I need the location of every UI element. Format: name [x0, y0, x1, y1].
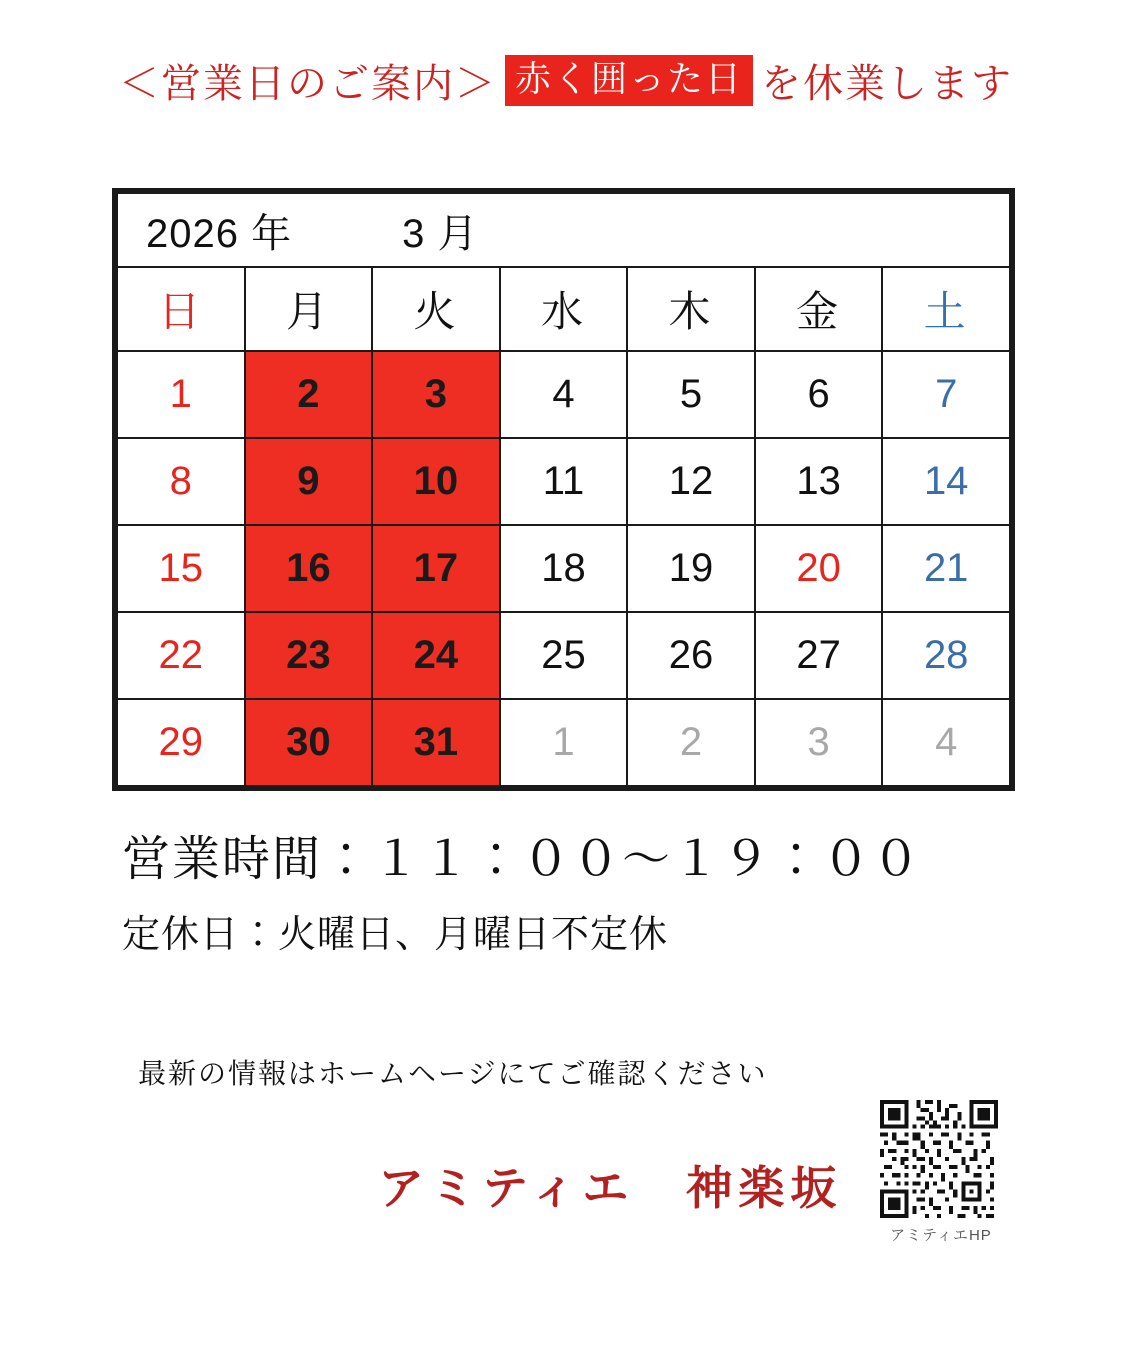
day-cell: 27: [755, 612, 883, 699]
header-banner: [0, 52, 1132, 109]
day-cell: 15: [117, 525, 245, 612]
day-cell: 14: [882, 438, 1010, 525]
day-cell: 30: [245, 699, 373, 786]
day-cell: 28: [882, 612, 1010, 699]
qr-code-icon[interactable]: [880, 1100, 998, 1218]
day-cell: 8: [117, 438, 245, 525]
day-cell: 3: [372, 351, 500, 438]
weekday-header-mon: 月: [245, 267, 373, 351]
day-cell: 24: [372, 612, 500, 699]
shop-name: アミティエ 神楽坂: [378, 1162, 843, 1214]
day-cell: 23: [245, 612, 373, 699]
weekday-header-sat: 土: [882, 267, 1010, 351]
day-cell: 1: [500, 699, 628, 786]
qr-code-block[interactable]: [880, 1100, 1002, 1245]
business-hours-text: 営業時間：１１：００～１９：００: [122, 833, 923, 886]
day-cell: 18: [500, 525, 628, 612]
day-cell: 12: [627, 438, 755, 525]
header-tail-text: を休業します: [761, 62, 1013, 106]
qr-code-caption: アミティエHP: [890, 1227, 992, 1244]
day-cell: 2: [627, 699, 755, 786]
regular-holiday-text: 定休日：火曜日、月曜日不定休: [122, 914, 669, 956]
day-cell: 13: [755, 438, 883, 525]
calendar-table: [116, 192, 1011, 787]
day-cell: 1: [117, 351, 245, 438]
day-cell: 2: [245, 351, 373, 438]
day-cell: 5: [627, 351, 755, 438]
calendar-week-row: [117, 438, 1010, 525]
day-cell: 3: [755, 699, 883, 786]
day-cell: 4: [500, 351, 628, 438]
calendar: [112, 188, 1015, 791]
weekday-header-wed: 水: [500, 267, 628, 351]
day-cell: 7: [882, 351, 1010, 438]
weekday-header-thu: 木: [627, 267, 755, 351]
day-cell: 21: [882, 525, 1010, 612]
day-cell: 16: [245, 525, 373, 612]
day-cell: 26: [627, 612, 755, 699]
header-highlight-chip: 赤く囲った日: [505, 55, 753, 106]
day-cell: 11: [500, 438, 628, 525]
header-lead-text: ＜営業日のご案内＞: [118, 62, 497, 106]
day-cell: 31: [372, 699, 500, 786]
day-cell: 4: [882, 699, 1010, 786]
day-cell: 10: [372, 438, 500, 525]
calendar-week-row: [117, 612, 1010, 699]
calendar-month-label: 3 月: [402, 211, 479, 256]
calendar-title-cell: [117, 193, 1010, 267]
calendar-week-row: [117, 525, 1010, 612]
day-cell: 17: [372, 525, 500, 612]
weekday-header-fri: 金: [755, 267, 883, 351]
calendar-week-row: [117, 351, 1010, 438]
weekday-header-tue: 火: [372, 267, 500, 351]
day-cell: 22: [117, 612, 245, 699]
day-cell: 9: [245, 438, 373, 525]
day-cell: 29: [117, 699, 245, 786]
calendar-title-row: [117, 193, 1010, 267]
day-cell: 20: [755, 525, 883, 612]
day-cell: 25: [500, 612, 628, 699]
weekday-header-sun: 日: [117, 267, 245, 351]
business-hours-block: [122, 820, 922, 958]
day-cell: 6: [755, 351, 883, 438]
calendar-weekday-header: [117, 267, 1010, 351]
website-notice-text: 最新の情報はホームヘージにてご確認ください: [138, 1058, 768, 1089]
day-cell: 19: [627, 525, 755, 612]
calendar-week-row: [117, 699, 1010, 786]
calendar-year-label: 2026 年: [146, 211, 293, 256]
